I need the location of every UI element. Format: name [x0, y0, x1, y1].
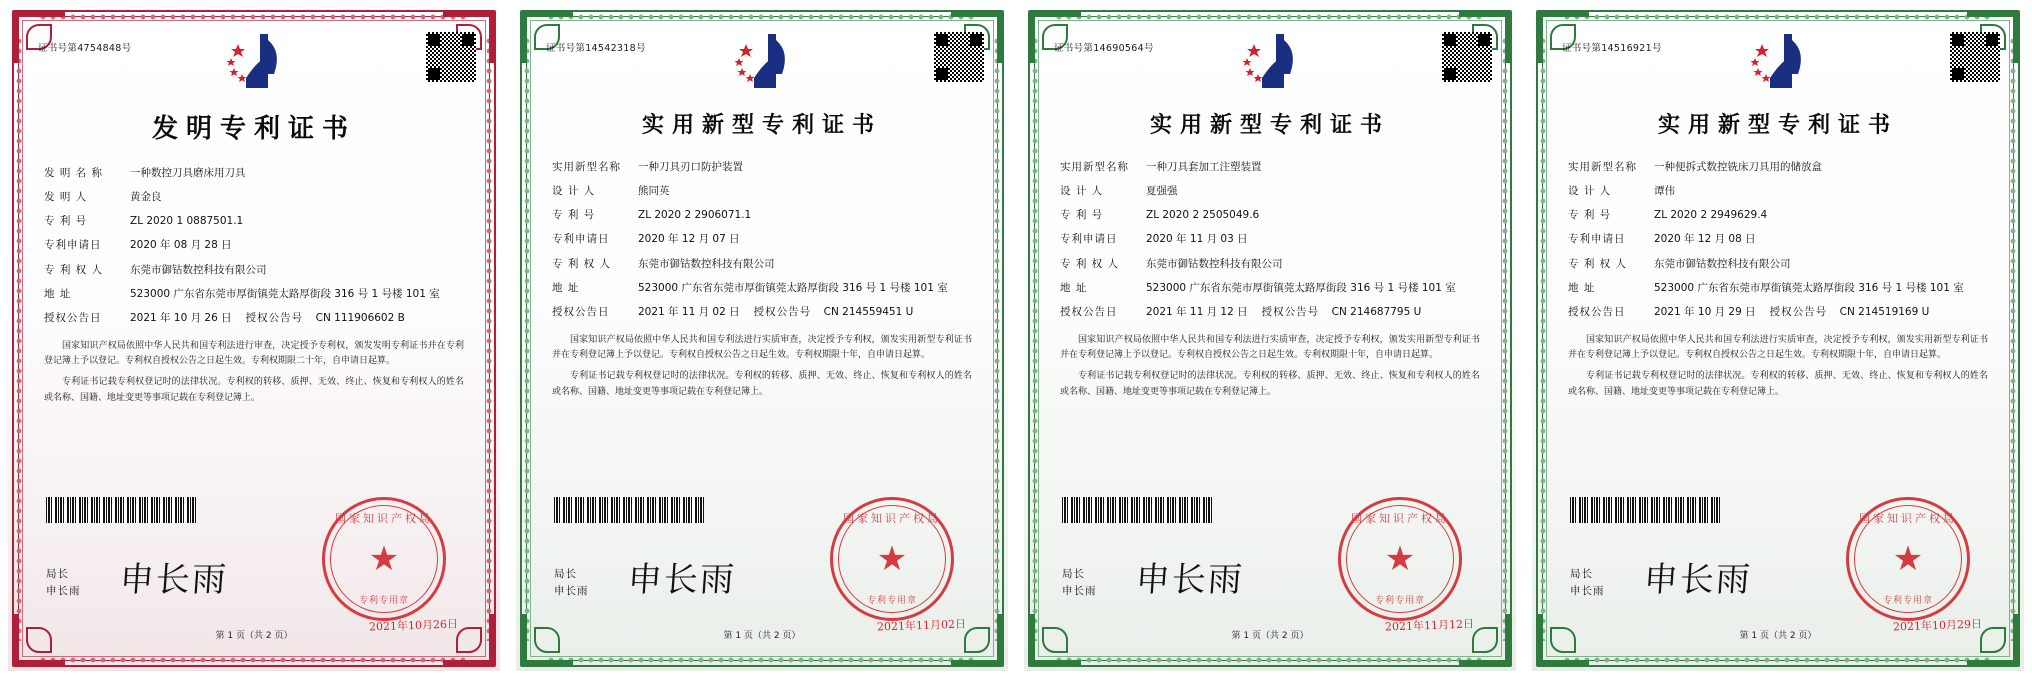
field-row: [552, 282, 974, 295]
field-label: 地 址: [44, 287, 72, 300]
field-value: 一种便拆式数控铣床刀具用的储放盒: [1654, 161, 1822, 173]
field-value: 2020 年 08 月 28 日: [130, 239, 232, 252]
director-label: 局长: [46, 568, 69, 581]
director-name: 申长雨: [46, 584, 81, 597]
field-label: 专 利 号: [552, 209, 596, 222]
field-label: 设 计 人: [552, 185, 596, 198]
field-row: [44, 239, 466, 252]
field-value: ZL 2020 2 2505049.6: [1146, 209, 1260, 222]
barcode-icon: [1570, 497, 1720, 523]
grant-number-label: 授权公告号: [1769, 305, 1828, 318]
field-row: [552, 258, 974, 271]
seal-org-text: 国家知识产权局: [1859, 512, 1957, 525]
seal-star-icon: ★: [368, 539, 400, 579]
field-label: 专 利 权 人: [552, 257, 612, 270]
field-label: 专利申请日: [1568, 233, 1626, 246]
field-value: ZL 2020 1 0887501.1: [130, 215, 244, 228]
seal-star-icon: ★: [876, 539, 908, 579]
legal-paragraph: 专利证书记载专利权登记时的法律状况。专利权的转移、质押、无效、终止、恢复和专利权人的姓名或名称、国籍、地址变更等事项记载在专利登记簿上。: [1568, 371, 1988, 397]
director-block: [554, 566, 589, 599]
director-block: [46, 566, 81, 599]
legal-text: [1044, 333, 1496, 400]
seal-date: 2021年10月29日: [1892, 617, 1983, 634]
legal-text: [536, 333, 988, 400]
field-value: 东莞市御钴数控科技有限公司: [1654, 257, 1791, 270]
field-row: [1568, 209, 1990, 222]
field-value: 2020 年 12 月 08 日: [1654, 233, 1756, 246]
field-row: [1568, 282, 1990, 295]
qr-code-icon[interactable]: [1442, 32, 1492, 82]
seal-star-icon: ★: [1384, 539, 1416, 579]
certificate-content: [1552, 28, 2004, 651]
page-number: 第 1 页（共 2 页）: [1231, 631, 1309, 641]
director-block: [1062, 566, 1097, 599]
field-label: 专利申请日: [552, 233, 610, 246]
field-label: 专利申请日: [1060, 233, 1118, 246]
field-label: 专 利 权 人: [44, 263, 104, 276]
field-label: 专 利 权 人: [1568, 257, 1628, 270]
field-row: [1568, 258, 1990, 271]
seal-org-text: 国家知识产权局: [1351, 512, 1449, 525]
certificate-header: [28, 28, 480, 106]
certificate-paper: [8, 6, 500, 671]
seal-star-icon: ★: [1892, 539, 1924, 579]
field-label: 设 计 人: [1060, 185, 1104, 198]
barcode-icon: [1062, 497, 1212, 523]
grant-date-label: 授权公告日: [552, 305, 610, 318]
field-row: [44, 288, 466, 301]
legal-paragraph: 国家知识产权局依照中华人民共和国专利法进行实质审查，决定授予专利权，颁发实用新型专利证书并在专利登记簿上予以登记。专利权自授权公告之日起生效。专利权期限十年，自申请日起算。: [552, 334, 972, 361]
field-label: 发 明 名 称: [44, 167, 104, 179]
field-row-grant: [1568, 306, 1990, 319]
field-row: [1568, 233, 1990, 246]
grant-date-label: 授权公告日: [1568, 305, 1626, 318]
field-label: 专 利 号: [44, 215, 88, 228]
certificate-card-1[interactable]: [0, 0, 508, 677]
certificate-content: [28, 28, 480, 651]
field-value: 2020 年 12 月 07 日: [638, 233, 740, 246]
grant-number-value: CN 214687795 U: [1331, 305, 1422, 318]
certificate-number: 证书号第4754848号: [38, 43, 132, 54]
field-row: [44, 191, 466, 204]
field-row: [1060, 209, 1482, 222]
legal-paragraph: 专利证书记载专利权登记时的法律状况。专利权的转移、质押、无效、终止、恢复和专利权人的姓名或名称、国籍、地址变更等事项记载在专利登记簿上。: [44, 377, 464, 403]
field-label: 发 明 人: [44, 191, 88, 204]
page-title: 发明专利证书: [151, 114, 356, 144]
official-seal-icon: [1846, 497, 1970, 621]
certificate-number: 证书号第14690564号: [1054, 43, 1154, 54]
certificate-paper: [1024, 6, 1516, 671]
field-row: [1060, 185, 1482, 198]
handwritten-signature: 申长雨: [118, 560, 230, 600]
grant-number-label: 授权公告号: [753, 305, 812, 318]
certificate-number: 证书号第14542318号: [546, 43, 646, 54]
field-value: 一种数控刀具磨床用刀具: [130, 167, 246, 179]
field-row: [1060, 282, 1482, 295]
field-value: 523000 广东省东莞市厚街镇莞太路厚街段 316 号 1 号楼 101 室: [130, 287, 440, 300]
field-row: [44, 167, 466, 180]
certificate-header: [1044, 28, 1496, 106]
official-seal-icon: [322, 497, 446, 621]
official-seal-icon: [1338, 497, 1462, 621]
field-row: [44, 215, 466, 228]
field-value: 一种刀具刃口防护装置: [638, 161, 743, 173]
seal-bottom-text: 专利专用章: [358, 596, 409, 606]
seal-date: 2021年10月26日: [368, 617, 459, 634]
page-number: 第 1 页（共 2 页）: [1739, 631, 1817, 641]
qr-code-icon[interactable]: [426, 32, 476, 82]
legal-text: [28, 339, 480, 406]
cnipa-emblem-icon: [1732, 30, 1824, 98]
field-row-grant: [552, 306, 974, 319]
field-row: [1060, 161, 1482, 174]
certificate-content: [1044, 28, 1496, 651]
field-label: 地 址: [552, 281, 580, 294]
field-row: [1060, 233, 1482, 246]
field-row: [552, 185, 974, 198]
barcode-icon: [46, 497, 196, 523]
certificate-fields: [536, 161, 988, 319]
grant-number-value: CN 214559451 U: [823, 305, 914, 318]
field-row: [552, 209, 974, 222]
field-value: 523000 广东省东莞市厚街镇莞太路厚街段 316 号 1 号楼 101 室: [1654, 281, 1964, 294]
legal-text: [1552, 333, 2004, 400]
grant-number-label: 授权公告号: [245, 311, 304, 324]
director-label: 局长: [554, 568, 577, 581]
field-value: 谭伟: [1654, 185, 1675, 198]
handwritten-signature: 申长雨: [626, 560, 738, 600]
field-label: 专利申请日: [44, 239, 102, 252]
field-label: 专 利 号: [1060, 209, 1104, 222]
seal-org-text: 国家知识产权局: [335, 512, 433, 525]
certificate-header: [1552, 28, 2004, 106]
certificate-paper: [516, 6, 1008, 671]
handwritten-signature: 申长雨: [1642, 560, 1754, 600]
seal-org-text: 国家知识产权局: [843, 512, 941, 525]
grant-date-value: 2021 年 11 月 12 日: [1146, 305, 1248, 318]
director-label: 局长: [1062, 568, 1085, 581]
director-name: 申长雨: [1570, 584, 1605, 597]
director-label: 局长: [1570, 568, 1593, 581]
field-label: 专 利 号: [1568, 209, 1612, 222]
field-row: [1568, 185, 1990, 198]
seal-bottom-text: 专利专用章: [1882, 596, 1933, 606]
page-title: 实用新型专利证书: [641, 112, 882, 138]
field-value: 东莞市御钴数控科技有限公司: [638, 257, 775, 270]
field-row: [1060, 258, 1482, 271]
grant-number-value: CN 214519169 U: [1839, 305, 1930, 318]
page-title: 实用新型专利证书: [1149, 112, 1390, 138]
field-value: 一种刀具套加工注塑装置: [1146, 161, 1262, 173]
grant-date-label: 授权公告日: [44, 311, 102, 324]
cnipa-emblem-icon: [208, 30, 300, 98]
certificate-card-4[interactable]: [1524, 0, 2032, 677]
page-title: 实用新型专利证书: [1657, 112, 1898, 138]
barcode-icon: [554, 497, 704, 523]
field-value: 523000 广东省东莞市厚街镇莞太路厚街段 316 号 1 号楼 101 室: [1146, 281, 1456, 294]
field-label: 实用新型名称: [1568, 161, 1637, 173]
field-label: 设 计 人: [1568, 185, 1612, 198]
field-row: [44, 264, 466, 277]
qr-code-icon[interactable]: [1950, 32, 2000, 82]
field-value: 黄金良: [130, 191, 162, 204]
director-block: [1570, 566, 1605, 599]
director-name: 申长雨: [1062, 584, 1097, 597]
cnipa-emblem-icon: [1224, 30, 1316, 98]
grant-date-value: 2021 年 10 月 29 日: [1654, 305, 1756, 318]
field-label: 专 利 权 人: [1060, 257, 1120, 270]
certificate-fields: [1044, 161, 1496, 319]
field-label: 实用新型名称: [552, 161, 621, 173]
field-label: 地 址: [1568, 281, 1596, 294]
field-row-grant: [1060, 306, 1482, 319]
qr-code-icon[interactable]: [934, 32, 984, 82]
handwritten-signature: 申长雨: [1134, 560, 1246, 600]
field-value: ZL 2020 2 2949629.4: [1654, 209, 1768, 222]
field-value: 东莞市御钴数控科技有限公司: [130, 263, 267, 276]
field-row: [552, 233, 974, 246]
cnipa-emblem-icon: [716, 30, 808, 98]
page-number: 第 1 页（共 2 页）: [215, 631, 293, 641]
legal-paragraph: 专利证书记载专利权登记时的法律状况。专利权的转移、质押、无效、终止、恢复和专利权人的姓名或名称、国籍、地址变更等事项记载在专利登记簿上。: [552, 371, 972, 397]
field-value: 夏强强: [1146, 185, 1178, 198]
field-label: 实用新型名称: [1060, 161, 1129, 173]
field-row: [552, 161, 974, 174]
certificate-fields: [28, 167, 480, 325]
certificate-paper: [1532, 6, 2024, 671]
certificate-content: [536, 28, 988, 651]
seal-bottom-text: 专利专用章: [1374, 596, 1425, 606]
field-row-grant: [44, 312, 466, 325]
official-seal-icon: [830, 497, 954, 621]
certificate-fields: [1552, 161, 2004, 319]
field-value: 2020 年 11 月 03 日: [1146, 233, 1248, 246]
seal-date: 2021年11月02日: [876, 617, 967, 634]
certificate-card-2[interactable]: [508, 0, 1016, 677]
certificate-card-3[interactable]: [1016, 0, 1524, 677]
legal-paragraph: 国家知识产权局依照中华人民共和国专利法进行实质审查，决定授予专利权，颁发实用新型专利证书并在专利登记簿上予以登记。专利权自授权公告之日起生效。专利权期限十年，自申请日起算。: [1568, 334, 1988, 361]
grant-date-value: 2021 年 11 月 02 日: [638, 305, 740, 318]
legal-paragraph: 专利证书记载专利权登记时的法律状况。专利权的转移、质押、无效、终止、恢复和专利权人的姓名或名称、国籍、地址变更等事项记载在专利登记簿上。: [1060, 371, 1480, 397]
grant-number-label: 授权公告号: [1261, 305, 1320, 318]
seal-bottom-text: 专利专用章: [866, 596, 917, 606]
certificate-header: [536, 28, 988, 106]
field-value: 东莞市御钴数控科技有限公司: [1146, 257, 1283, 270]
grant-date-value: 2021 年 10 月 26 日: [130, 311, 232, 324]
seal-date: 2021年11月12日: [1384, 617, 1475, 634]
grant-number-value: CN 111906602 B: [315, 311, 405, 324]
field-label: 地 址: [1060, 281, 1088, 294]
legal-paragraph: 国家知识产权局依照中华人民共和国专利法进行实质审查，决定授予专利权，颁发实用新型专利证书并在专利登记簿上予以登记。专利权自授权公告之日起生效。专利权期限十年，自申请日起算。: [1060, 334, 1480, 361]
page-number: 第 1 页（共 2 页）: [723, 631, 801, 641]
certificate-number: 证书号第14516921号: [1562, 43, 1662, 54]
field-value: 523000 广东省东莞市厚街镇莞太路厚街段 316 号 1 号楼 101 室: [638, 281, 948, 294]
field-value: 熊同英: [638, 185, 670, 198]
director-name: 申长雨: [554, 584, 589, 597]
grant-date-label: 授权公告日: [1060, 305, 1118, 318]
legal-paragraph: 国家知识产权局依照中华人民共和国专利法进行审查，决定授予专利权，颁发发明专利证书并在专利登记簿上予以登记。专利权自授权公告之日起生效。专利权期限二十年，自申请日起算。: [44, 340, 464, 367]
field-value: ZL 2020 2 2906071.1: [638, 209, 752, 222]
field-row: [1568, 161, 1990, 174]
